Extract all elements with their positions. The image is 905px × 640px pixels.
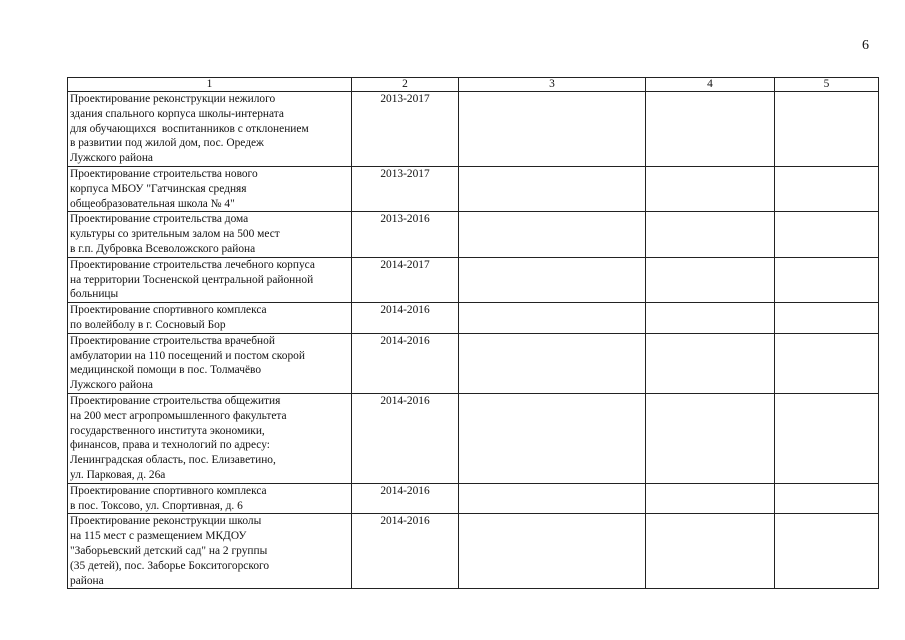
period-cell: 2013-2016 [352,212,459,257]
empty-cell [775,514,879,589]
empty-cell [646,166,775,211]
table-row [68,303,879,334]
empty-cell [646,514,775,589]
empty-cell [646,483,775,514]
project-name-cell: Проектирование реконструкции нежилого здания спального корпуса школы-интерната для обучающихся воспитанников с отклонением в развитии под жилой дом, пос. Оредеж Лужского района [68,92,352,167]
table-row [68,212,879,257]
empty-cell [459,257,646,302]
column-header-4: 4 [646,78,775,92]
project-name-cell: Проектирование строительства врачебной амбулатории на 110 посещений и постом скорой медицинской помощи в пос. Толмачёво Лужского района [68,333,352,393]
period-cell: 2014-2016 [352,393,459,483]
empty-cell [459,92,646,167]
empty-cell [775,483,879,514]
empty-cell [459,483,646,514]
table-row [68,166,879,211]
project-name-cell: Проектирование спортивного комплекса в пос. Токсово, ул. Спортивная, д. 6 [68,483,352,514]
empty-cell [775,212,879,257]
table-row [68,92,879,167]
empty-cell [775,303,879,334]
empty-cell [459,333,646,393]
period-cell: 2014-2017 [352,257,459,302]
project-name-cell: Проектирование строительства общежития на 200 мест агропромышленного факультета государственного института экономики, финансов, права и технологий по адресу: Ленинградская область, пос. Елизаветино, ул. Парковая, д. 26а [68,393,352,483]
period-cell: 2014-2016 [352,333,459,393]
column-header-1: 1 [68,78,352,92]
period-cell: 2013-2017 [352,92,459,167]
table-row [68,514,879,589]
empty-cell [646,92,775,167]
empty-cell [775,333,879,393]
project-name-cell: Проектирование строительства лечебного корпуса на территории Тосненской центральной районной больницы [68,257,352,302]
period-cell: 2013-2017 [352,166,459,211]
projects-table [67,77,879,589]
period-cell: 2014-2016 [352,514,459,589]
column-header-2: 2 [352,78,459,92]
empty-cell [646,257,775,302]
project-name-cell: Проектирование спортивного комплекса по волейболу в г. Сосновый Бор [68,303,352,334]
table-row [68,333,879,393]
empty-cell [646,212,775,257]
empty-cell [459,303,646,334]
header-row [68,78,879,92]
empty-cell [775,166,879,211]
period-cell: 2014-2016 [352,303,459,334]
empty-cell [775,257,879,302]
project-name-cell: Проектирование строительства нового корпуса МБОУ "Гатчинская средняя общеобразовательная школа № 4" [68,166,352,211]
column-header-3: 3 [459,78,646,92]
empty-cell [459,166,646,211]
column-header-5: 5 [775,78,879,92]
project-name-cell: Проектирование реконструкции школы на 115 мест с размещением МКДОУ "Заборьевский детский сад" на 2 группы (35 детей), пос. Заборье Бокситогорского района [68,514,352,589]
table-row [68,393,879,483]
empty-cell [459,393,646,483]
empty-cell [459,212,646,257]
empty-cell [646,333,775,393]
period-cell: 2014-2016 [352,483,459,514]
empty-cell [646,393,775,483]
page-number: 6 [862,38,869,53]
empty-cell [459,514,646,589]
empty-cell [775,92,879,167]
empty-cell [646,303,775,334]
project-name-cell: Проектирование строительства дома культуры со зрительным залом на 500 мест в г.п. Дубровка Всеволожского района [68,212,352,257]
table-row [68,483,879,514]
table-row [68,257,879,302]
empty-cell [775,393,879,483]
